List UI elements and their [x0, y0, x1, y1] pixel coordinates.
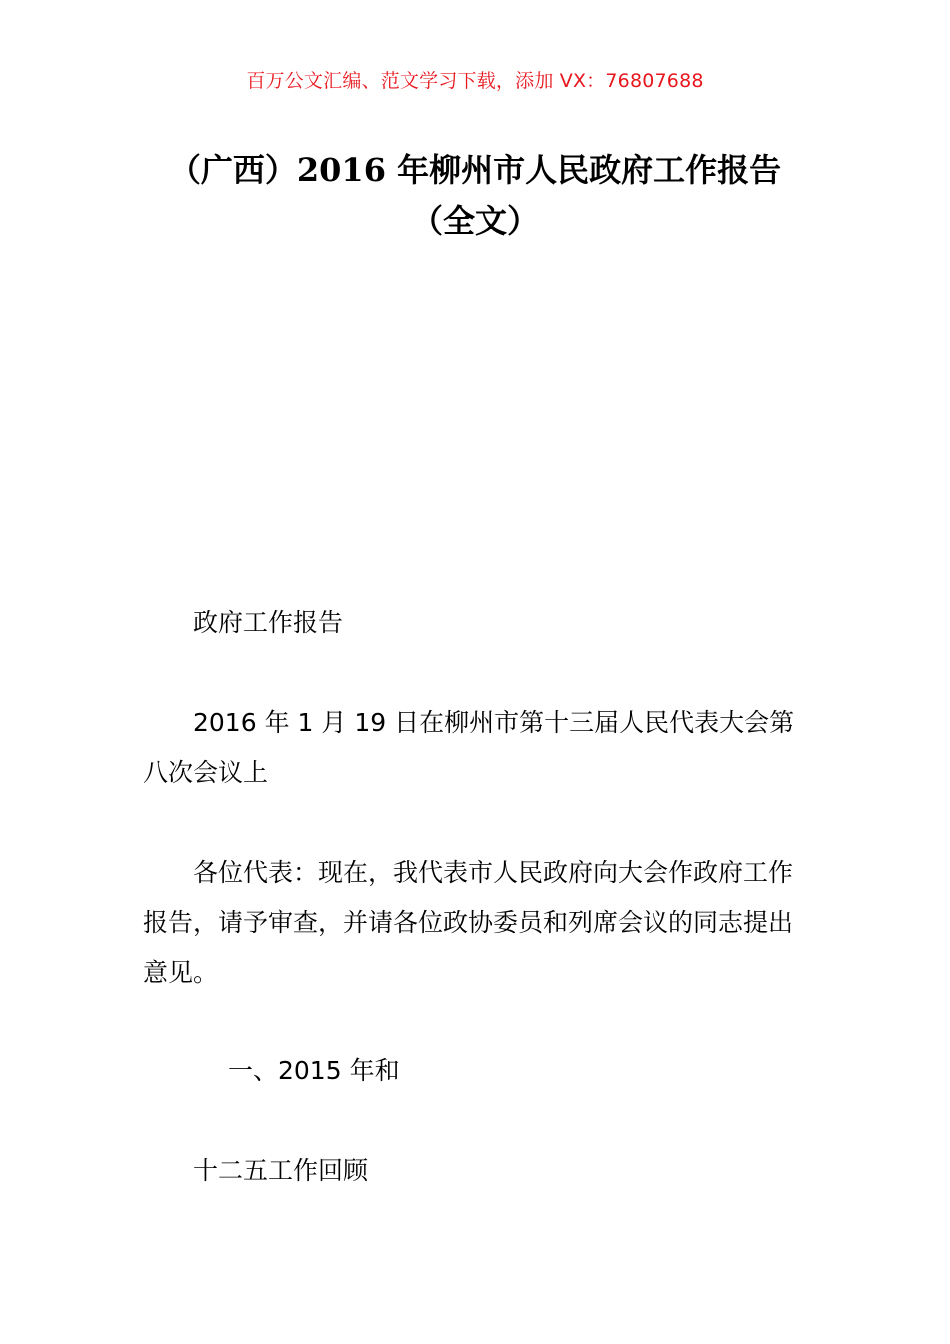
opening-paragraph: 各位代表：现在，我代表市人民政府向大会作政府工作报告，请予审查，并请各位政协委员和列席会议的同志提出意见。	[143, 858, 794, 987]
section-subheading: 十二五工作回顾	[193, 1156, 369, 1185]
section-heading: 一、2015 年和	[228, 1056, 400, 1085]
watermark-notice: 百万公文汇编、范文学习下载，添加 VX：76807688	[246, 70, 704, 92]
document-title-line-2: （全文）	[410, 202, 539, 240]
report-heading: 政府工作报告	[193, 608, 344, 637]
meeting-date-paragraph: 2016 年 1 月 19 日在柳州市第十三届人民代表大会第八次会议上	[143, 708, 795, 787]
document-title-line-1: （广西）2016 年柳州市人民政府工作报告	[168, 151, 782, 189]
